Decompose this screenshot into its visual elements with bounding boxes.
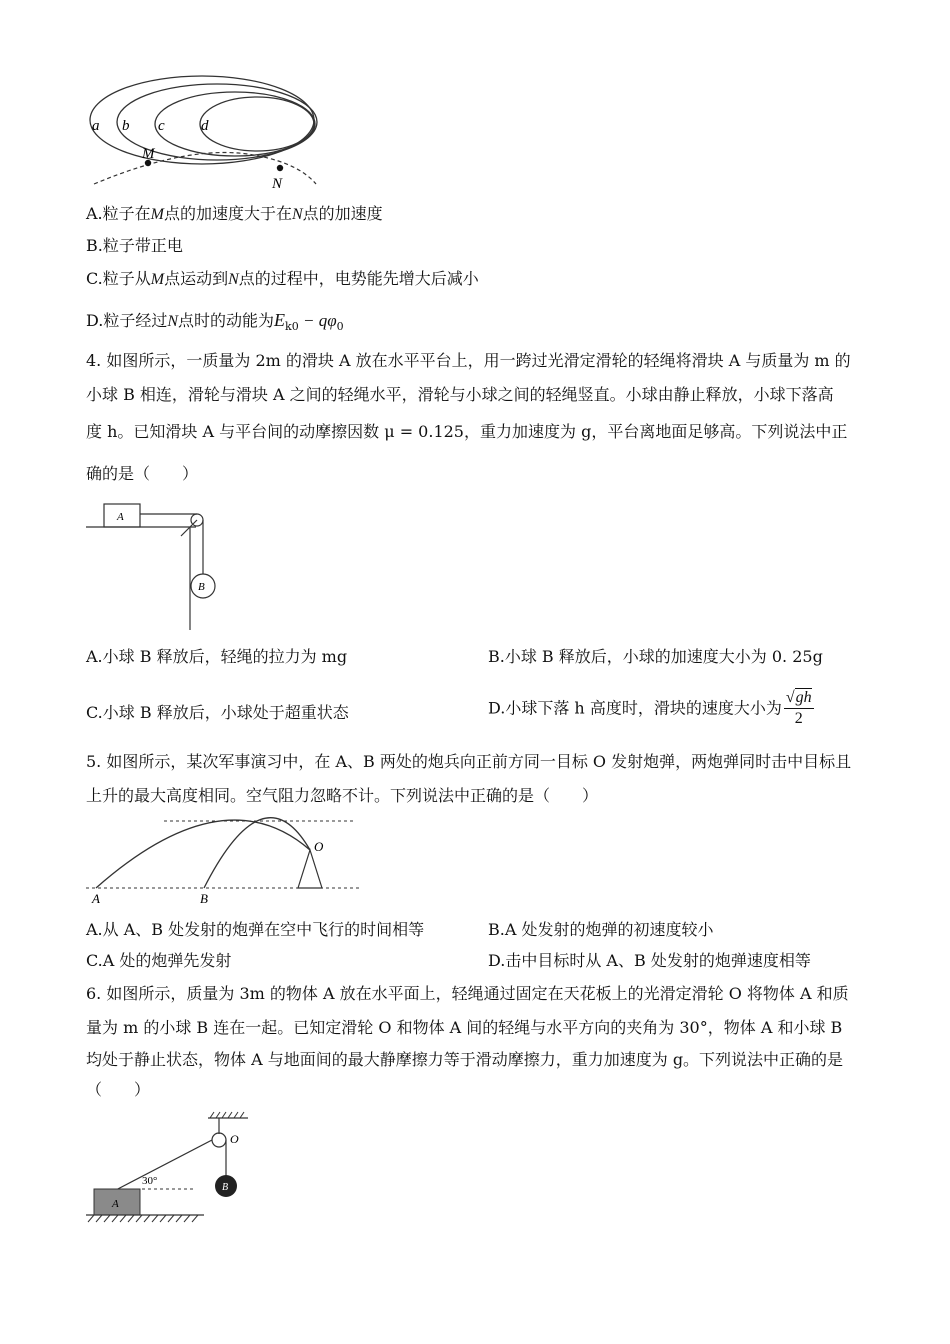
q6-stem-line4: （ ） [86,1080,151,1099]
label-a: a [92,118,100,134]
label-n: N [272,176,283,192]
label-c: c [158,118,165,134]
q5-stem-line1: 5. 如图所示，某次军事演习中，在 A、B 两处的炮兵向正前方同一目标 O 发射炮弹，两炮弹同时击中目标且 [86,752,852,771]
label-b: B [200,891,208,906]
q6-stem-line1: 6. 如图所示，质量为 3m 的物体 A 放在水平面上，轻绳通过固定在天花板上的光滑定滑轮 O 将物体 A 和质 [86,984,849,1003]
label-d: d [201,118,209,134]
q4-option-b: B.小球 B 释放后，小球的加速度大小为 0. 25g [488,647,823,666]
label-o: O [314,839,324,854]
q3-option-c: C.粒子从M点运动到N点的过程中，电势能先增大后减小 [86,269,479,288]
label-ball-b: B [198,581,205,593]
label-a: A [92,891,100,906]
q4-option-d: D.小球下落 h 高度时，滑块的速度大小为 $\frac{√gh}{2}$ [488,689,812,727]
q5-option-b: B.A 处发射的炮弹的初速度较小 [488,920,714,939]
q5-option-d: D.击中目标时从 A、B 处发射的炮弹速度相等 [488,951,811,970]
q4-stem-line3: 度 h。已知滑块 A 与平台间的动摩擦因数 μ = 0.125，重力加速度为 g，平台离地面足够高。下列说法中正 [86,422,848,441]
q4-stem-line4: 确的是（ ） [86,464,199,483]
label-b: b [122,118,130,134]
q3-option-d: D.粒子经过N点时的动能为$E_{k0} - q\varphi_0$ [86,310,344,334]
q6-stem-line2: 量为 m 的小球 B 连在一起。已知定滑轮 O 和物体 A 间的轻绳与水平方向的夹角为 30°，物体 A 和小球 B [86,1018,843,1037]
q3-option-a: A.粒子在M点的加速度大于在N点的加速度 [86,204,383,223]
label-block-a: A [117,511,124,523]
q4-stem-line1: 4. 如图所示，一质量为 2m 的滑块 A 放在水平平台上，用一跨过光滑定滑轮的轻绳将滑块 A 与质量为 m 的 [86,351,851,370]
q4-option-c: C.小球 B 释放后，小球处于超重状态 [86,703,349,722]
label-angle: 30° [142,1175,158,1187]
label-m: M [142,146,155,162]
label-a: A [112,1198,119,1210]
q5-option-c: C.A 处的炮弹先发射 [86,951,232,970]
fraction: $\frac{√gh}{2}$ [785,689,812,727]
q4-stem-line2: 小球 B 相连，滑轮与滑块 A 之间的轻绳水平，滑轮与小球之间的轻绳竖直。小球由静止释放，小球下落高 [86,385,834,404]
q6-stem-line3: 均处于静止状态，物体 A 与地面间的最大静摩擦力等于滑动摩擦力，重力加速度为 g。下列说法中正确的是 [86,1050,844,1069]
projectile-figure [84,815,364,907]
q3-option-b: B.粒子带正电 [86,236,183,255]
q4-option-a: A.小球 B 释放后，轻绳的拉力为 mg [86,647,348,666]
label-o: O [230,1132,239,1146]
q5-option-a: A.从 A、B 处发射的炮弹在空中飞行的时间相等 [86,920,425,939]
label-b: B [222,1182,229,1193]
q5-stem-line2: 上升的最大高度相同。空气阻力忽略不计。下列说法中正确的是（ ） [86,786,599,805]
pulley-block-figure [84,500,234,635]
ceiling-pulley-figure [84,1110,254,1228]
equipotential-figure [84,72,324,194]
